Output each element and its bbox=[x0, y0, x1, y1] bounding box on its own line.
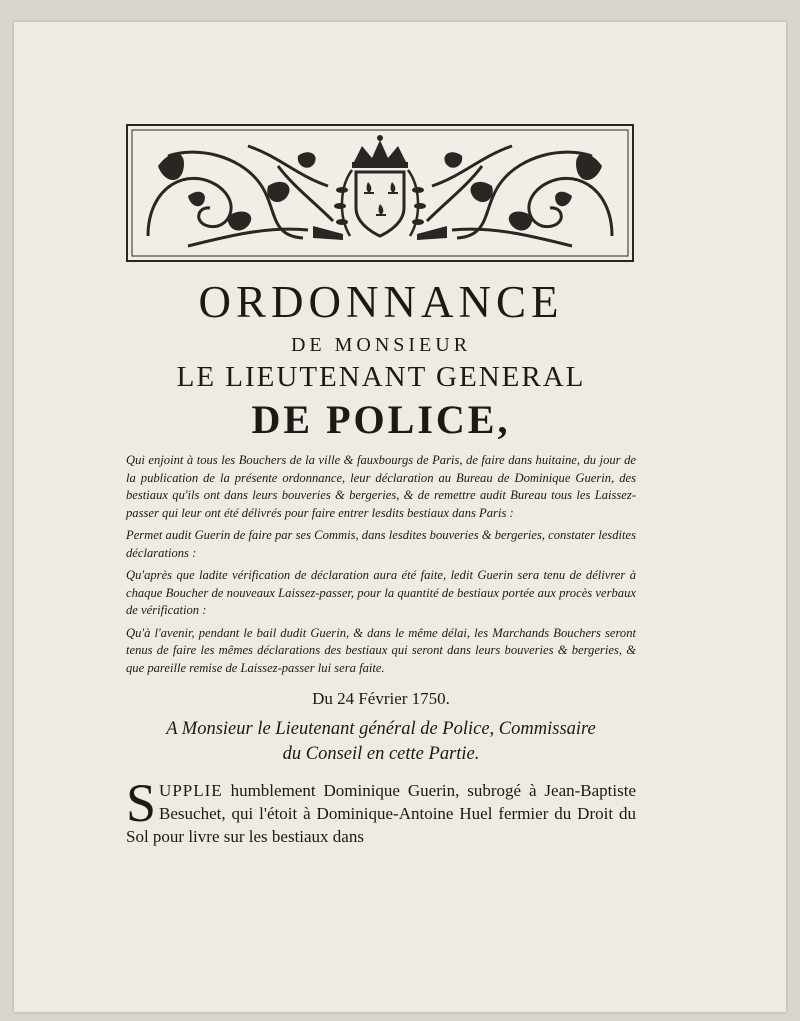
summary-paragraph-1: Qui enjoint à tous les Bouchers de la ville & fauxbourgs de Paris, de faire dans huitaine, du jour de la publication de la présente ordonnance, leur déclaration au Bureau de Dominique Guerin, des bestiaux qu'ils ont dans leurs bouveries & bergeries, & de remettre audit Bureau tous les Laissez-passer qui leur ont été délivrés pour faire entrer lesdits bestiaux dans Paris : bbox=[126, 453, 636, 520]
fleur-de-lis-crest-icon bbox=[128, 126, 632, 260]
text-column bbox=[126, 124, 636, 848]
drop-cap: S bbox=[126, 773, 157, 833]
address-line-1: A Monsieur le Lieutenant général de Police, Commissaire bbox=[166, 719, 596, 739]
summary-paragraph-3: Qu'après que ladite vérification de déclaration aura été faite, ledit Guerin sera tenu de délivrer à chaque Boucher de nouveaux Laissez-passer, pour la quantité de bestiaux portée aux procès verbaux de vérification : bbox=[126, 568, 636, 617]
summary-paragraph-2: Permet audit Guerin de faire par ses Commis, dans lesdites bouveries & bergeries, constater lesdites déclarations : bbox=[126, 528, 636, 560]
document-title: ORDONNANCE bbox=[198, 277, 564, 327]
address-heading bbox=[126, 717, 636, 767]
subtitle-de-monsieur: DE MONSIEUR bbox=[290, 334, 472, 356]
paper-sheet bbox=[14, 22, 786, 1012]
royal-arms-ornament bbox=[126, 124, 634, 262]
petition-body bbox=[126, 773, 636, 848]
subtitle-lieutenant-general: LE LIEUTENANT GENERAL bbox=[176, 361, 586, 393]
body-smallcaps: UPPLIE bbox=[159, 781, 223, 800]
summary-paragraph-4: Qu'à l'avenir, pendant le bail dudit Guerin, & dans le même délai, les Marchands Bouchers seront tenus de faire les mêmes déclarations des bestiaux qui seront dans leurs bouveries & bergeries, & que pareille remise de Laissez-passer lui sera faite. bbox=[126, 625, 636, 675]
document-date: Du 24 Février 1750. bbox=[312, 689, 450, 708]
body-text: humblement Dominique Guerin, subrogé à Jean-Baptiste Besuchet, qui l'étoit à Dominique-Antoine Huel fermier du Droit du Sol pour livre sur les bestiaux dans bbox=[126, 781, 636, 846]
address-line-2: du Conseil en cette Partie. bbox=[282, 744, 480, 764]
subtitle-de-police: DE POLICE, bbox=[251, 397, 511, 442]
